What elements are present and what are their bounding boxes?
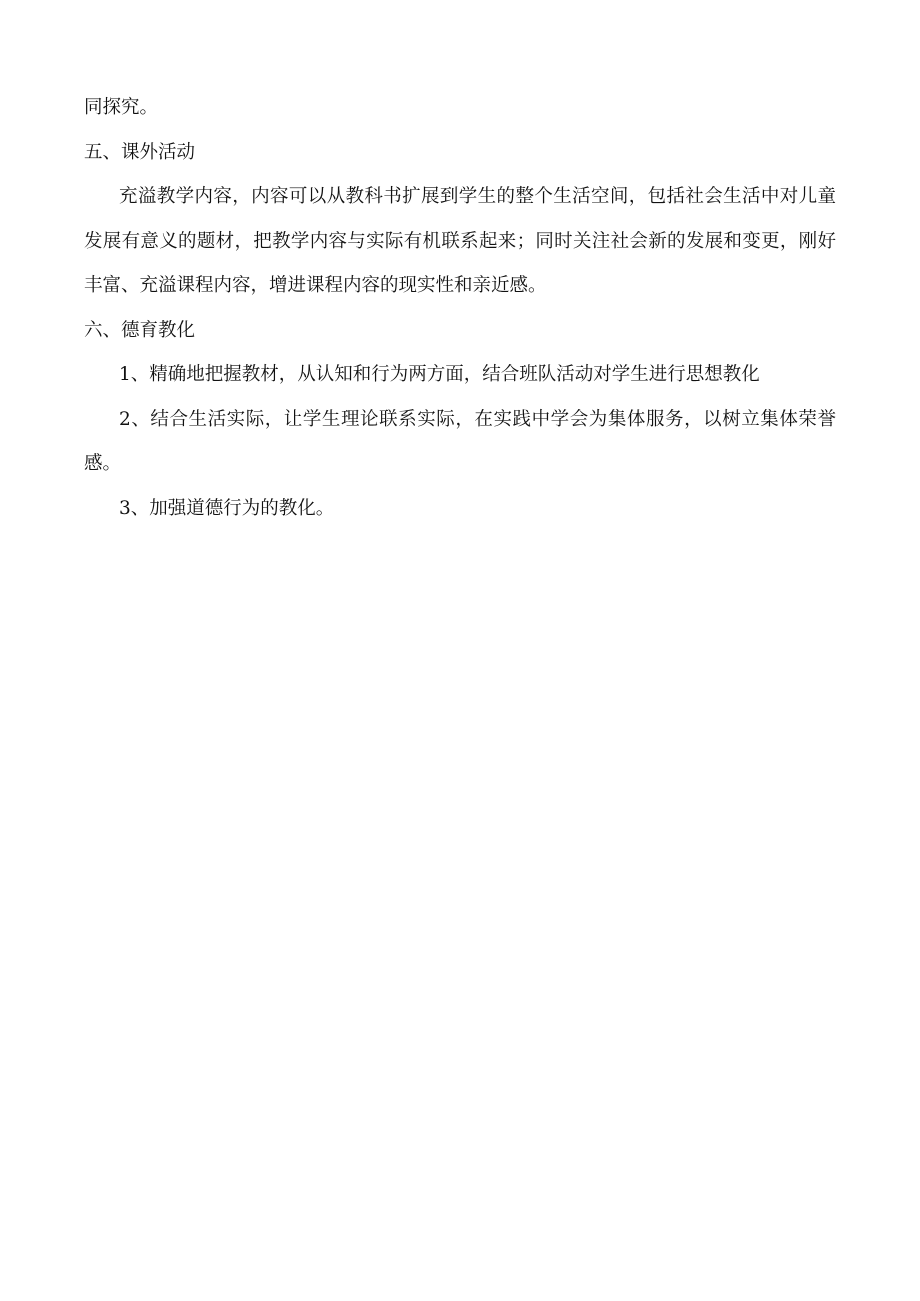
document-body [84, 86, 836, 531]
section-5-paragraph: 充溢教学内容，内容可以从教科书扩展到学生的整个生活空间，包括社会生活中对儿童发展有意义的题材，把教学内容与实际有机联系起来；同时关注社会新的发展和变更，刚好丰富、充溢课程内容，增进课程内容的现实性和亲近感。 [84, 186, 836, 296]
section-6-heading: 六、德育教化 [84, 319, 196, 341]
section-6-item-2: 2、结合生活实际，让学生理论联系实际，在实践中学会为集体服务，以树立集体荣誉感。 [84, 408, 836, 474]
continuation-text: 同探究。 [84, 97, 159, 118]
section-5-heading: 五、课外活动 [84, 141, 196, 163]
section-6-item-1: 1、精确地把握教材，从认知和行为两方面，结合班队活动对学生进行思想教化 [119, 364, 760, 385]
section-6-item-3: 3、加强道德行为的教化。 [119, 497, 335, 519]
